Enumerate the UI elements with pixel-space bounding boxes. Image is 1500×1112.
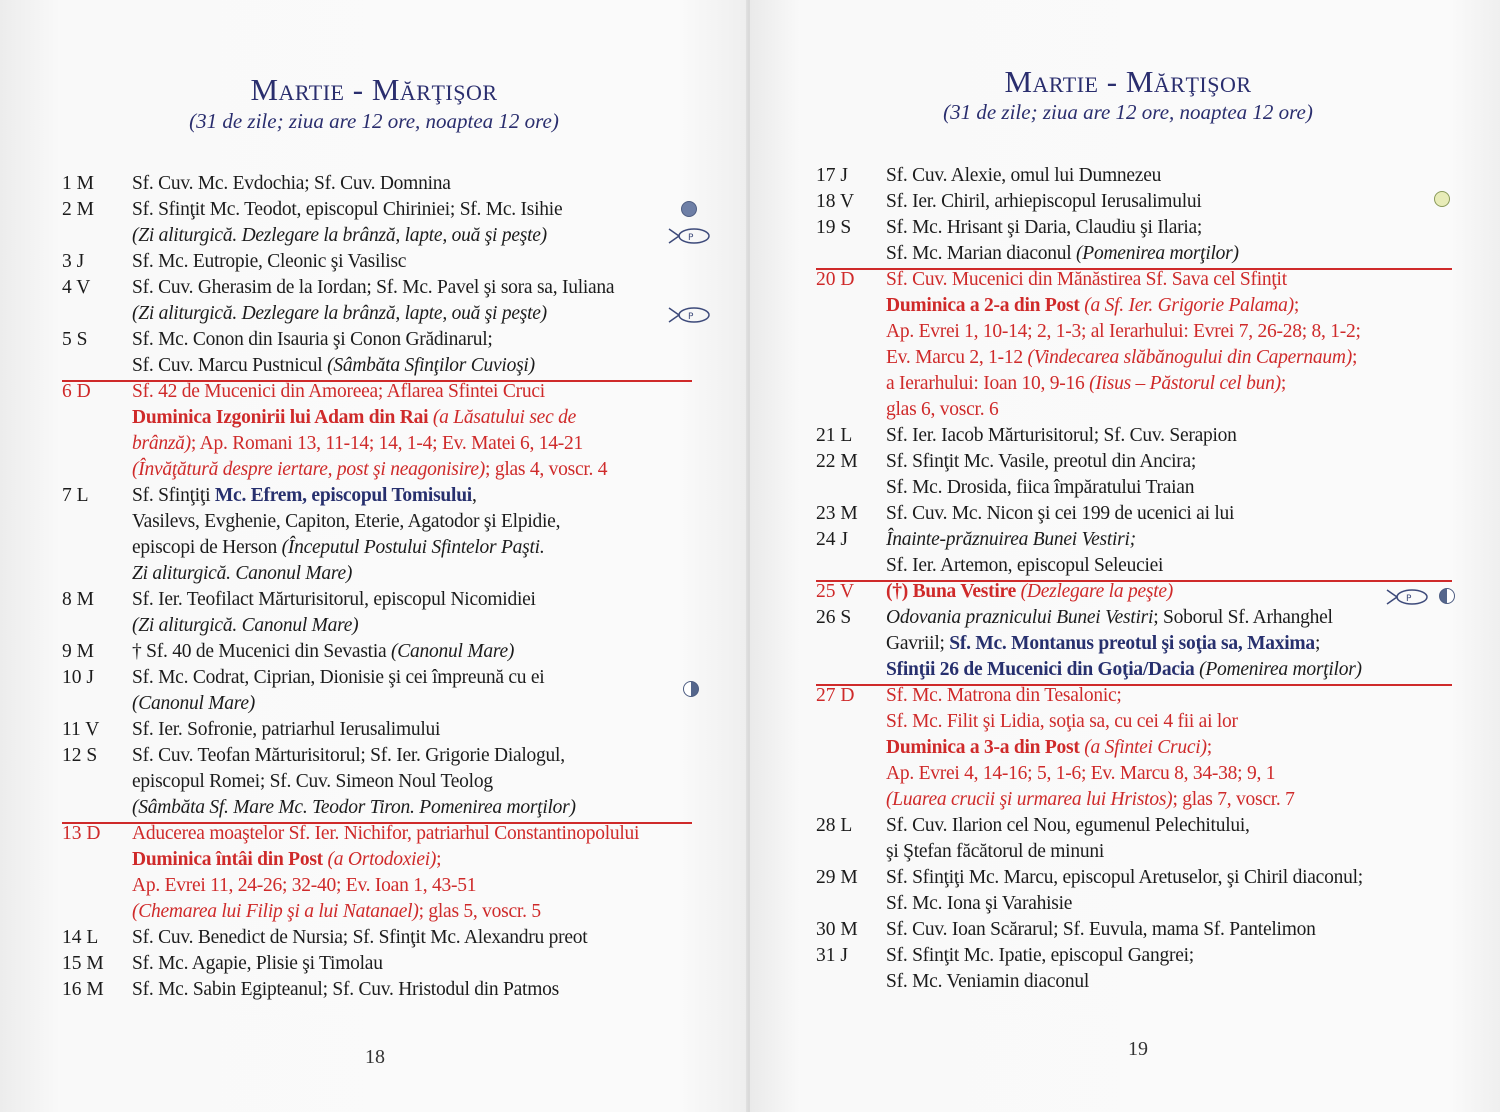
entry-line: [132, 717, 440, 743]
entry-line: [886, 501, 1234, 527]
entry-text: Sf. Ier. Artemon, episcopul Seleuciei: [886, 555, 1164, 576]
entry-text: Sfinţii 26 de Mucenici din Goţia/Dacia: [886, 659, 1200, 680]
calendar-entry: [62, 977, 559, 1003]
page-subtitle: (31 de zile; ziua are 12 ore, noaptea 12 ore): [943, 100, 1313, 124]
day-label: 4 V: [62, 277, 91, 298]
entry-line: [132, 951, 383, 977]
entry-text: ,: [471, 485, 477, 506]
calendar-entry: [816, 501, 1234, 527]
entry-text: Sf. Cuv. Teofan Mărturisitorul; Sf. Ier. Grigorie Dialogul,: [132, 745, 565, 766]
day-label: 20 D: [816, 269, 855, 290]
entry-line: [886, 475, 1196, 501]
entry-text: (Zi aliturgică. Dezlegare la brânză, lapte, ouă şi peşte): [132, 225, 547, 246]
entry-line: [886, 579, 1173, 605]
entry-text: ; glas 5, voscr. 5: [418, 901, 541, 922]
entry-text: Duminica a 2-a din Post: [886, 295, 1085, 316]
entry-text: (Vindecarea slăbănogului din Capernaum): [1027, 347, 1352, 368]
calendar-entry: [62, 379, 607, 483]
entry-text: Aducerea moaştelor Sf. Ier. Nichifor, patriarhul Constantinopolului: [132, 823, 640, 844]
entry-text: Sf. Mc. Codrat, Ciprian, Dionisie şi cei împreună cu ei: [132, 667, 545, 688]
entry-text: Sf. Mc. Filit şi Lidia, soţia sa, cu cei 4 fii ai lor: [886, 711, 1238, 732]
calendar-entry: [62, 743, 576, 821]
entry-text: Sf. Cuv. Mc. Nicon şi cei 199 de ucenici ai lui: [886, 503, 1235, 524]
entry-line: [132, 249, 406, 275]
entry-line: [132, 327, 535, 353]
entry-text: ;: [1280, 373, 1286, 394]
page-number: 19: [1128, 1038, 1148, 1060]
entry-text: Sf. Sfinţiţi Mc. Marcu, episcopul Aretuselor, şi Chiril diaconul;: [886, 867, 1363, 888]
calendar-entry: [816, 527, 1163, 579]
entry-text: glas 6, voscr. 6: [886, 399, 999, 420]
day-label: 23 M: [816, 503, 858, 524]
entry-text: Sf. Ier. Iacob Mărturisitorul; Sf. Cuv. Serapion: [886, 425, 1237, 446]
day-label: 31 J: [816, 945, 848, 966]
entry-line: [132, 379, 607, 405]
entry-text: Sf. Cuv. Ioan Scărarul; Sf. Euvula, mama Sf. Pantelimon: [886, 919, 1316, 940]
entry-line: [132, 431, 607, 457]
entry-text: (Canonul Mare): [132, 693, 256, 714]
page-subtitle: (31 de zile; ziua are 12 ore, noaptea 12 ore): [189, 109, 559, 133]
entry-text: (Chemarea lui Filip şi a lui Natanael): [132, 901, 419, 922]
calendar-entry: [816, 449, 1196, 501]
entry-text: ;: [1206, 737, 1212, 758]
svg-text:P: P: [688, 233, 694, 243]
entry-text: Sf. Mc. Conon din Isauria şi Conon Grădinarul;: [132, 329, 493, 350]
entry-line: [886, 657, 1362, 683]
entry-text: Gavriil;: [886, 633, 950, 654]
day-label: 16 M: [62, 979, 104, 1000]
calendar-entry: [816, 917, 1316, 943]
calendar-entry: [62, 171, 451, 197]
entry-text: Sf. Cuv. Mucenici din Mănăstirea Sf. Sava cel Sfinţit: [886, 269, 1287, 290]
day-label: 28 L: [816, 815, 853, 836]
entry-text: Sf. Cuv. Gherasim de la Iordan; Sf. Mc. Pavel şi sora sa, Iuliana: [132, 277, 615, 298]
entry-line: [132, 405, 607, 431]
entry-line: [132, 197, 562, 223]
entry-text: Înainte-prăznuirea Bunei Vestiri;: [886, 529, 1136, 550]
entry-text: (a Sfintei Cruci): [1084, 737, 1207, 758]
day-label: 8 M: [62, 589, 94, 610]
entry-text: Sf. Sfinţiţi: [132, 485, 215, 506]
entry-line: [886, 319, 1361, 345]
page-title: Martie - Mărţişor: [1004, 64, 1252, 99]
entry-line: [886, 215, 1239, 241]
entry-line: [132, 483, 560, 509]
entry-text: ; glas 7, voscr. 7: [1172, 789, 1295, 810]
entry-line: [886, 787, 1295, 813]
entry-text: (Zi aliturgică. Canonul Mare): [132, 615, 359, 636]
entry-text: Vasilevs, Evghenie, Capiton, Eterie, Agatodor şi Elpidie,: [132, 511, 561, 532]
day-label: 9 M: [62, 641, 94, 662]
entry-text: Sf. Cuv. Mc. Evdochia; Sf. Cuv. Domnina: [132, 173, 451, 194]
entry-text: Sf. Sfinţit Mc. Ipatie, episcopul Gangrei;: [886, 945, 1194, 966]
calendar-entry: [62, 665, 544, 717]
entry-text: (Pomenirea morţilor): [1199, 659, 1362, 680]
entry-text: Sf. Mc. Hrisant şi Daria, Claudiu şi Ilaria;: [886, 217, 1203, 238]
entry-text: ;: [1351, 347, 1358, 368]
calendar-entry: [62, 821, 639, 925]
entry-text: Duminica Izgonirii lui Adam din Rai: [132, 407, 433, 428]
entry-line: [132, 899, 639, 925]
entry-line: [886, 397, 1361, 423]
new-moon-icon: [1434, 191, 1450, 207]
entry-text: Sf. Mc. Drosida, fiica împăratului Traian: [886, 477, 1195, 498]
first-quarter-moon-icon: [1439, 588, 1455, 604]
right-page: [750, 0, 1500, 1112]
entry-line: [886, 891, 1363, 917]
calendar-entry: [816, 163, 1161, 189]
entry-line: [132, 639, 514, 665]
calendar-entry: [62, 587, 536, 639]
entry-text: brânză): [132, 433, 191, 454]
full-moon-icon: [681, 201, 697, 217]
entry-text: (Dezlegare la peşte): [1020, 581, 1174, 602]
entry-text: a Ierarhului: Ioan 10, 9-16: [886, 373, 1090, 394]
day-label: 22 M: [816, 451, 858, 472]
entry-line: [886, 605, 1362, 631]
calendar-entry: [816, 943, 1194, 995]
entry-text: Sf. Mc. Sabin Egipteanul; Sf. Cuv. Hristodul din Patmos: [132, 979, 559, 1000]
entry-text: Zi aliturgică. Canonul Mare): [132, 563, 353, 584]
calendar-entry: [816, 267, 1361, 423]
entry-line: [132, 769, 576, 795]
entry-text: (a Lăsatului sec de: [432, 407, 576, 428]
entry-line: [132, 561, 560, 587]
entry-text: Sf. Mc. Veniamin diaconul: [886, 971, 1089, 992]
entry-text: ; glas 4, voscr. 4: [485, 459, 608, 480]
entry-text: ;: [436, 849, 442, 870]
day-label: 13 D: [62, 823, 101, 844]
entry-text: Mc. Efrem, episcopul Tomisului: [214, 485, 472, 506]
last-quarter-moon-icon: [683, 681, 699, 697]
entry-text: Sf. Ier. Sofronie, patriarhul Ierusalimului: [132, 719, 441, 740]
entry-line: [886, 371, 1361, 397]
entry-text: (a Sf. Ier. Grigorie Palama): [1084, 295, 1294, 316]
entry-line: [886, 241, 1239, 267]
entry-line: [132, 301, 614, 327]
fish-icon: [666, 227, 712, 245]
calendar-entry: [816, 683, 1295, 813]
entry-text: (Învăţătură despre iertare, post şi neagonisire): [132, 459, 486, 480]
day-label: 5 S: [62, 329, 88, 350]
day-label: 18 V: [816, 191, 855, 212]
entry-line: [132, 925, 587, 951]
entry-line: [132, 743, 576, 769]
entry-text: (Luarea crucii şi urmarea lui Hristos): [886, 789, 1173, 810]
entry-text: (Începutul Postului Sfintelor Paşti.: [281, 537, 545, 558]
entry-line: [886, 761, 1295, 787]
entry-text: Sf. Mc. Marian diaconul: [886, 243, 1077, 264]
day-label: 26 S: [816, 607, 852, 628]
entry-line: [132, 795, 576, 821]
entry-text: Sf. Sfinţit Mc. Vasile, preotul din Ancira;: [886, 451, 1197, 472]
entry-line: [886, 865, 1363, 891]
entry-text: Sf. Mc. Montanus preotul şi soţia sa, Maxima: [949, 633, 1315, 654]
page-number: 18: [365, 1046, 385, 1068]
calendar-entry: [816, 215, 1239, 267]
day-label: 19 S: [816, 217, 852, 238]
entry-line: [132, 171, 451, 197]
day-label: 15 M: [62, 953, 104, 974]
fish-icon: [666, 306, 712, 324]
day-label: 24 J: [816, 529, 848, 550]
day-label: 27 D: [816, 685, 855, 706]
entry-text: Ap. Evrei 4, 14-16; 5, 1-6; Ev. Marcu 8, 34-38; 9, 1: [886, 763, 1276, 784]
calendar-entry: [816, 865, 1363, 917]
entry-text: (Iisus – Păstorul cel bun): [1089, 373, 1281, 394]
entry-text: Sf. Mc. Iona şi Varahisie: [886, 893, 1073, 914]
calendar-entry: [62, 717, 440, 743]
entry-text: Sf. Cuv. Ilarion cel Nou, egumenul Pelechitului,: [886, 815, 1250, 836]
calendar-entry: [62, 925, 587, 951]
day-label: 10 J: [62, 667, 94, 688]
day-label: 17 J: [816, 165, 848, 186]
entry-text: Duminica a 3-a din Post: [886, 737, 1085, 758]
entry-text: episcopi de Herson: [132, 537, 282, 558]
entry-line: [132, 353, 535, 379]
entry-line: [886, 969, 1194, 995]
day-label: 30 M: [816, 919, 858, 940]
entry-line: [886, 735, 1295, 761]
entry-line: [886, 189, 1202, 215]
day-label: 11 V: [62, 719, 100, 740]
entry-line: [886, 527, 1163, 553]
entry-text: Sf. Cuv. Marcu Pustnicul: [132, 355, 328, 376]
entry-text: ;: [1314, 633, 1321, 654]
day-label: 3 J: [62, 251, 85, 272]
entry-text: Ev. Marcu 2, 1-12: [886, 347, 1028, 368]
entry-line: [132, 873, 639, 899]
entry-text: Ap. Evrei 1, 10-14; 2, 1-3; al Ierarhului: Evrei 7, 26-28; 8, 1-2;: [886, 321, 1361, 342]
entry-text: Sf. Ier. Chiril, arhiepiscopul Ierusalimului: [886, 191, 1202, 212]
entry-text: Sf. Cuv. Alexie, omul lui Dumnezeu: [886, 165, 1162, 186]
entry-line: [886, 293, 1361, 319]
entry-line: [132, 275, 614, 301]
entry-text: episcopul Romei; Sf. Cuv. Simeon Noul Teolog: [132, 771, 493, 792]
entry-line: [886, 683, 1295, 709]
entry-line: [886, 449, 1196, 475]
fish-icon: [1384, 588, 1430, 606]
entry-line: [886, 423, 1237, 449]
calendar-entry: [62, 483, 560, 587]
entry-text: (Zi aliturgică. Dezlegare la brânză, lapte, ouă şi peşte): [132, 303, 547, 324]
day-label: 1 M: [62, 173, 94, 194]
entry-text: Ap. Evrei 11, 24-26; 32-40; Ev. Ioan 1, 43-51: [132, 875, 477, 896]
calendar-entry: [816, 423, 1237, 449]
svg-text:P: P: [688, 312, 694, 322]
entry-text: Sf. Mc. Agapie, Plisie şi Timolau: [132, 953, 383, 974]
calendar-entry: [62, 197, 562, 249]
entry-line: [886, 839, 1250, 865]
entry-line: [886, 267, 1361, 293]
entry-text: (a Ortodoxiei): [327, 849, 437, 870]
entry-text: ;: [1293, 295, 1300, 316]
day-label: 12 S: [62, 745, 98, 766]
day-label: 29 M: [816, 867, 858, 888]
entry-line: [886, 943, 1194, 969]
day-label: 14 L: [62, 927, 99, 948]
entry-line: [132, 223, 562, 249]
entry-text: (Canonul Mare): [391, 641, 515, 662]
entry-text: † Sf. 40 de Mucenici din Sevastia: [132, 641, 392, 662]
entry-text: (Sâmbăta Sf. Mare Mc. Teodor Tiron. Pomenirea morţilor): [132, 797, 576, 818]
entry-line: [886, 813, 1250, 839]
entry-line: [132, 457, 607, 483]
entry-text: ; Ap. Romani 13, 11-14; 14, 1-4; Ev. Matei 6, 14-21: [190, 433, 583, 454]
entry-text: (†) Buna Vestire: [886, 581, 1021, 602]
calendar-entry: [816, 189, 1202, 215]
entry-text: (Pomenirea morţilor): [1076, 243, 1239, 264]
entry-text: Odovania praznicului Bunei Vestiri: [886, 607, 1154, 628]
calendar-entry: [62, 639, 514, 665]
entry-text: Sf. Sfinţit Mc. Teodot, episcopul Chiriniei; Sf. Mc. Isihie: [132, 199, 563, 220]
day-label: 2 M: [62, 199, 94, 220]
entry-line: [886, 163, 1161, 189]
entry-line: [132, 691, 544, 717]
entry-text: Sf. Mc. Matrona din Tesalonic;: [886, 685, 1122, 706]
left-page: [0, 0, 748, 1112]
calendar-entry: [816, 605, 1362, 683]
entry-line: [132, 509, 560, 535]
entry-line: [132, 847, 639, 873]
calendar-entry: [62, 951, 383, 977]
svg-text:P: P: [1406, 594, 1412, 604]
day-label: 6 D: [62, 381, 91, 402]
entry-line: [132, 535, 560, 561]
day-label: 7 L: [62, 485, 89, 506]
entry-line: [132, 977, 559, 1003]
entry-line: [886, 345, 1361, 371]
entry-line: [886, 917, 1316, 943]
entry-text: Sf. Ier. Teofilact Mărturisitorul, episcopul Nicomidiei: [132, 589, 536, 610]
entry-text: (Sâmbăta Sfinţilor Cuvioşi): [327, 355, 535, 376]
entry-text: Sf. 42 de Mucenici din Amoreea; Aflarea Sfintei Cruci: [132, 381, 545, 402]
entry-text: Sf. Cuv. Benedict de Nursia; Sf. Sfinţit Mc. Alexandru preot: [132, 927, 588, 948]
entry-line: [132, 587, 536, 613]
calendar-entry: [816, 813, 1250, 865]
entry-line: [132, 665, 544, 691]
entry-line: [886, 631, 1362, 657]
calendar-entry: [62, 275, 614, 327]
day-label: 25 V: [816, 581, 855, 602]
entry-line: [886, 709, 1295, 735]
entry-line: [132, 613, 536, 639]
calendar-entry: [62, 249, 406, 275]
entry-text: Sf. Mc. Eutropie, Cleonic şi Vasilisc: [132, 251, 407, 272]
entry-line: [886, 553, 1163, 579]
calendar-entry: [62, 327, 535, 379]
entry-text: Duminica întâi din Post: [132, 849, 328, 870]
entry-text: ; Soborul Sf. Arhanghel: [1153, 607, 1333, 628]
entry-text: şi Ştefan făcătorul de minuni: [886, 841, 1105, 862]
calendar-entry: [816, 579, 1173, 605]
day-label: 21 L: [816, 425, 853, 446]
page-title: Martie - Mărţişor: [250, 72, 498, 107]
entry-line: [132, 821, 639, 847]
